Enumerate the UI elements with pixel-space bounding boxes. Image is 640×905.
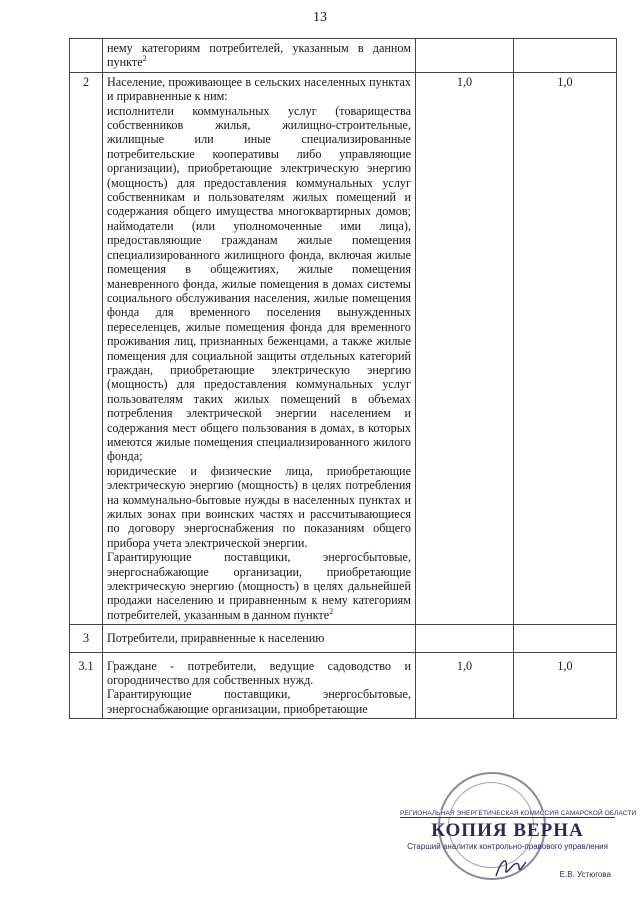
- tariff-table: [69, 38, 617, 719]
- description-text: Гарантирующие поставщики, энергосбытовые, энергоснабжающие организации, приобретающие электрическую энергию (мощность) в целях дальнейшей продажи населению и приравненным к нему категориям потребителей, указанным в данном пункте: [107, 550, 411, 622]
- coefficient-cell: [514, 39, 617, 73]
- row-number: 3.1: [70, 652, 103, 719]
- description-text: Граждане - потребители, ведущие садоводство и огородничество для собственных нужд.: [107, 658, 411, 688]
- stamp-position: Старший аналитик контрольно-правового управления: [407, 842, 608, 851]
- coefficient-cell: 1,0: [416, 72, 514, 624]
- row-description: [103, 72, 416, 624]
- table-row: [70, 72, 617, 624]
- stamp-organization: РЕГИОНАЛЬНАЯ ЭНЕРГЕТИЧЕСКАЯ КОМИССИЯ САМАРСКОЙ ОБЛАСТИ: [400, 810, 637, 817]
- signature-icon: [492, 852, 532, 882]
- row-description: [103, 652, 416, 719]
- row-number: 3: [70, 625, 103, 652]
- footnote-marker: 2: [329, 606, 334, 616]
- description-text: Потребители, приравненные к населению: [107, 631, 325, 646]
- footnote-marker: 2: [142, 54, 147, 64]
- description-text: исполнители коммунальных услуг (товарищества собственников жилья, жилищно-строительные, жилищные или иные специализированные потребительские кооперативы либо управляющие организации), приобретающие электрическую энергию (мощность) для предоставления коммунальных услуг собственникам и пользователям жилых помещений и содержания общего имущества многоквартирных домов; наймодатели (или уполномоченные ими лица), предоставляющие гражданам жилые помещения специализированного жилищного фонда, включая жилые помещения в общежитиях, жилые помещения маневренного фонда, жилые помещения в домах системы социального обслуживания населения, жилые помещения фонда для временного поселения вынужденных переселенцев, жилые помещения фонда для временного проживания лиц, признанных беженцами, а также жилые помещения для социальной защиты отдельных категорий граждан, приобретающие электрическую энергию (мощность) для предоставления коммунальных услуг пользователям таких жилых помещений в объемах потребления электрической энергии населением и содержания мест общего пользования в домах, в которых имеются жилые помещения специализированного жилого фонда;: [107, 103, 411, 464]
- row-description: [103, 39, 416, 73]
- coefficient-cell: [416, 625, 514, 652]
- stamp-copy-label: КОПИЯ ВЕРНА: [431, 820, 584, 841]
- row-description: [103, 625, 416, 652]
- certification-stamp: [400, 772, 637, 882]
- coefficient-cell: 1,0: [514, 72, 617, 624]
- coefficient-cell: 1,0: [514, 652, 617, 719]
- table-row: [70, 625, 617, 652]
- coefficient-cell: [514, 625, 617, 652]
- description-text: юридические и физические лица, приобретающие электрическую энергию (мощность) в целях потребления на коммунально-бытовые нужды в населенных пунктах и жилых зонах при воинских частях и рассчитывающиеся по договору энергоснабжения по показаниям общего прибора учета электрической энергии.: [107, 463, 411, 550]
- table-row: [70, 652, 617, 719]
- stamp-signatory-name: Е.В. Устюгова: [559, 870, 611, 879]
- coefficient-cell: 1,0: [416, 652, 514, 719]
- description-text: нему категориям потребителей, указанным в данном пункте: [107, 41, 411, 70]
- table-row: [70, 39, 617, 73]
- row-number: [70, 39, 103, 73]
- page-number: 13: [313, 10, 327, 25]
- description-text: Население, проживающее в сельских населенных пунктах и приравненные к ним:: [107, 74, 411, 104]
- description-text: Гарантирующие поставщики, энергосбытовые, энергоснабжающие организации, приобретающие: [107, 687, 411, 716]
- coefficient-cell: [416, 39, 514, 73]
- row-number: 2: [70, 72, 103, 624]
